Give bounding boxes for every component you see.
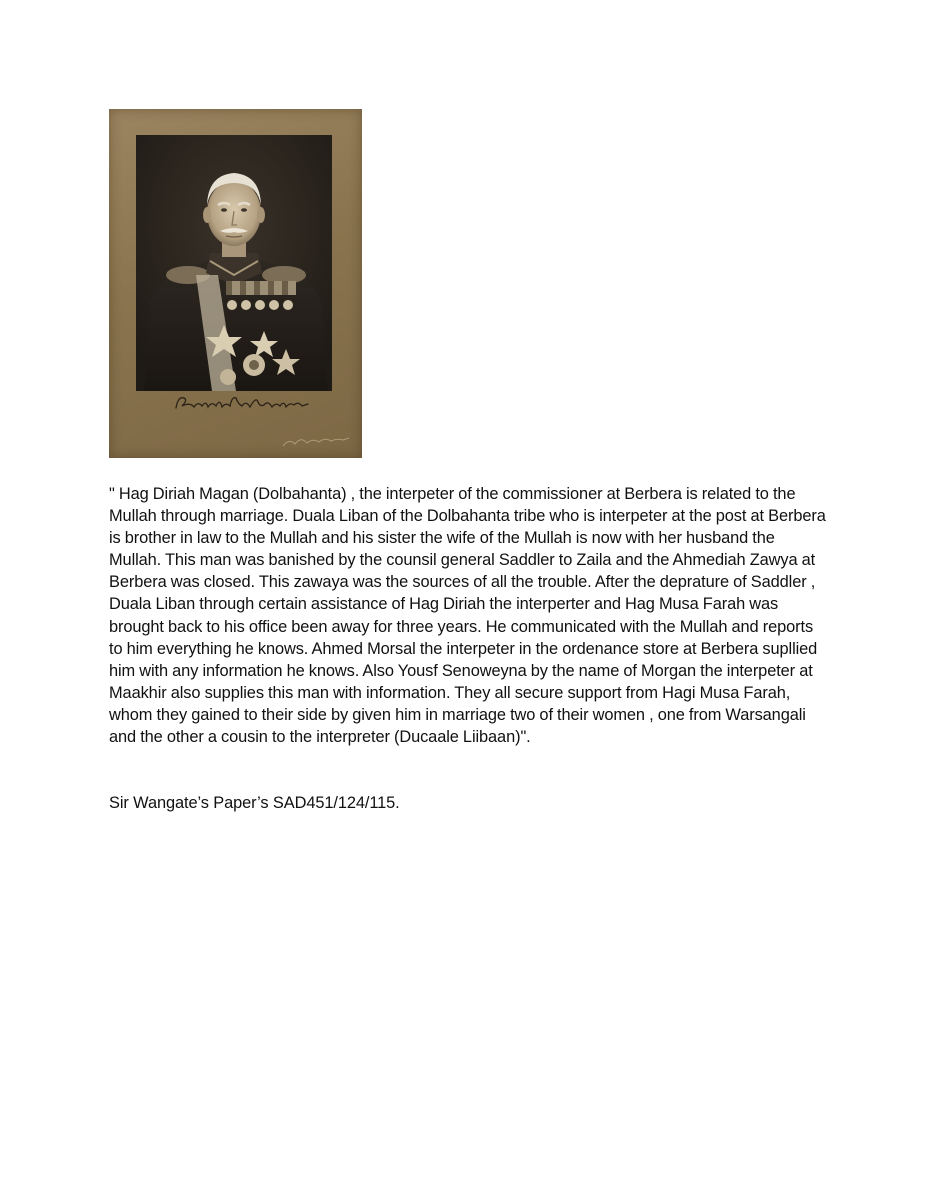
handwritten-signature — [172, 392, 312, 414]
source-citation: Sir Wangate’s Paper’s SAD451/124/115. — [109, 794, 400, 812]
quoted-passage: " Hag Diriah Magan (Dolbahanta) , the interpeter of the commissioner at Berbera is related to the Mullah through marriage. Duala Liban of the Dolbahanta tribe who is interpeter at the post at Berbera is brother in law to the Mullah and his sister the wife of the Mullah is now with her husband the Mullah. This man was banished by the counsil general Saddler to Zaila and the Ahmediah Zawya at Berbera was closed. This zawaya was the sources of all the trouble. After the deprature of Saddler , Duala Liban through certain assistance of Hag Diriah the interperter and Hag Musa Farah was brought back to his office been away for three years. He communicated with the Mullah and reports to him everything he knows. Ahmed Morsal the interpeter in the ordenance store at Berbera supllied him with any information he knows. Also Yousf Senoweyna by the name of Morgan the interpeter at Maakhir also supplies this man with information. They all secure support from Hagi Musa Farah, whom they gained to their side by given him in marriage two of their women , one from Warsangali and the other a cousin to the interpreter (Ducaale Liibaan)". — [109, 485, 826, 747]
photographer-mark — [281, 432, 351, 450]
portrait-figure — [136, 135, 332, 391]
portrait-photograph — [109, 109, 362, 458]
portrait-print — [136, 135, 332, 391]
